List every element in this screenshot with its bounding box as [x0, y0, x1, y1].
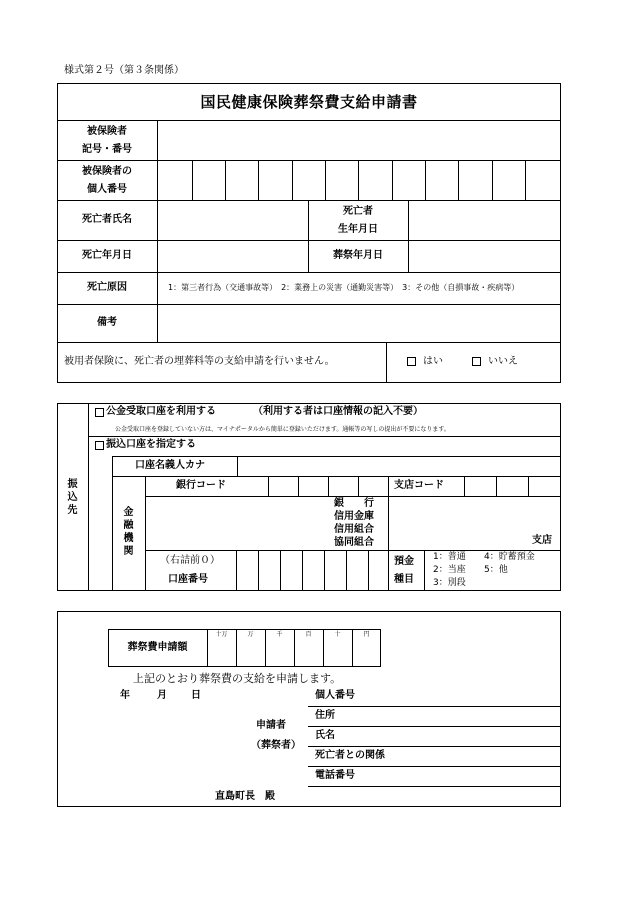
date-day-label: 日	[191, 690, 201, 701]
bank-type-label: 協同組合	[334, 537, 374, 548]
bank-code-field[interactable]	[269, 477, 387, 495]
no-checkbox[interactable]	[472, 357, 481, 366]
amount-field[interactable]	[208, 642, 380, 666]
applicant-name-label: 氏名	[315, 730, 335, 741]
rule	[88, 403, 89, 591]
rule	[57, 342, 561, 343]
deceased-birth-field[interactable]	[409, 201, 560, 239]
account-holder-field[interactable]	[238, 457, 560, 475]
deposit-type-label: 預金	[394, 556, 414, 567]
application-statement: 上記のとおり葬祭費の支給を申請します。	[133, 672, 342, 685]
amount-label: 葬祭費申請額	[127, 642, 188, 653]
branch-code-field[interactable]	[465, 477, 560, 495]
deposit-type-label: 種目	[394, 574, 414, 585]
deposit-option[interactable]: 3：別段	[433, 578, 466, 588]
funeral-date-label: 葬祭年月日	[333, 250, 383, 261]
deposit-option[interactable]: 2：当座	[433, 565, 466, 575]
digit-unit-label: 万	[247, 631, 254, 638]
account-right-justify-note: （右詰前０）	[160, 555, 220, 566]
application-date-field[interactable]	[100, 688, 210, 704]
yes-checkbox[interactable]	[407, 357, 416, 366]
applicant-address-field[interactable]	[345, 708, 560, 725]
branch-code-label: 支店コード	[394, 480, 444, 491]
financial-institution-label: 関	[123, 546, 134, 557]
transfer-destination-label: 振	[67, 479, 78, 490]
applicant-personal-number-label: 個人番号	[315, 690, 355, 701]
deceased-birth-label: 死亡者	[343, 206, 373, 217]
bank-type-label: 銀 行	[334, 498, 374, 509]
rule	[308, 706, 561, 707]
personal-number-label: 個人番号	[87, 184, 127, 195]
public-account-checkbox[interactable]	[95, 408, 104, 417]
applicant-label: 申請者	[256, 720, 286, 731]
public-account-label: 公金受取口座を利用する	[106, 406, 216, 417]
cause-options[interactable]: 1：第三者行為（交通事故等） 2：業務上の災害（通勤災害等） 3：その他（自損事故・疾病等）	[168, 283, 520, 292]
death-date-field[interactable]	[158, 241, 307, 271]
no-label: いいえ	[488, 356, 518, 367]
designated-account-checkbox[interactable]	[95, 441, 104, 450]
rule	[57, 272, 561, 273]
rule	[88, 436, 561, 437]
account-number-label: 口座番号	[168, 574, 208, 585]
deceased-birth-label: 生年月日	[338, 224, 378, 235]
bank-type-label: 信用組合	[334, 524, 374, 535]
digit-unit-label: 百	[305, 631, 312, 638]
branch-suffix-label: 支店	[532, 535, 552, 546]
rule	[386, 342, 387, 383]
deposit-option[interactable]: 5：他	[484, 565, 508, 575]
applicant-phone-label: 電話番号	[315, 770, 355, 781]
deceased-name-label: 死亡者氏名	[82, 214, 132, 225]
employee-insurance-question: 被用者保険に、死亡者の埋葬料等の支給申請を行いません。	[64, 356, 335, 367]
deceased-name-field[interactable]	[158, 201, 307, 239]
applicant-name-field[interactable]	[345, 728, 560, 745]
funeral-date-field[interactable]	[409, 241, 560, 271]
applicant-personal-number-field[interactable]	[380, 688, 560, 705]
public-account-small-note: 公金受取口座を登録していない方は、マイナポータルから簡単に登録いただけます。通帳等の写しの提出が不要になります。	[115, 426, 450, 433]
insured-number-label: 被保険者	[87, 126, 127, 137]
applicant-address-label: 住所	[315, 710, 335, 721]
rule	[308, 726, 561, 727]
remarks-label: 備考	[97, 317, 117, 328]
transfer-destination-label: 込	[67, 492, 78, 503]
personal-number-label: 被保険者の	[82, 166, 132, 177]
branch-name-field[interactable]	[389, 497, 529, 549]
form-title: 国民健康保険葬祭費支給申請書	[200, 93, 418, 111]
deposit-option[interactable]: 1：普通	[433, 552, 466, 562]
transfer-destination-label: 先	[67, 505, 78, 516]
form-number: 様式第２号（第３条関係）	[64, 65, 184, 76]
personal-number-field[interactable]	[158, 161, 560, 199]
remarks-field[interactable]	[158, 305, 560, 341]
applicant-label: （葬祭者）	[251, 740, 301, 751]
date-month-label: 月	[157, 690, 167, 701]
rule	[308, 766, 561, 767]
account-holder-label: 口座名義人カナ	[135, 460, 205, 471]
bank-code-label: 銀行コード	[176, 480, 226, 491]
digit-unit-label: 十万	[215, 631, 228, 638]
bank-type-label: 信用金庫	[334, 511, 374, 522]
financial-institution-label: 機	[123, 533, 134, 544]
insured-number-field[interactable]	[158, 121, 560, 159]
digit-unit-label: 千	[276, 631, 283, 638]
account-number-field[interactable]	[237, 551, 387, 590]
bank-name-field[interactable]	[146, 497, 326, 549]
applicant-relation-label: 死亡者との関係	[315, 750, 385, 761]
digit-unit-label: 十	[334, 631, 341, 638]
designated-account-label: 振込口座を指定する	[106, 439, 196, 450]
insured-number-label: 記号・番号	[82, 144, 132, 155]
rule	[308, 786, 561, 787]
rule	[424, 550, 425, 591]
date-year-label: 年	[120, 690, 130, 701]
addressee: 直島町長 殿	[215, 791, 275, 802]
public-account-note: （利用する者は口座情報の記入不要）	[253, 406, 423, 417]
death-date-label: 死亡年月日	[82, 250, 132, 261]
applicant-phone-field[interactable]	[380, 768, 560, 785]
yes-label: はい	[423, 356, 443, 367]
cause-label: 死亡原因	[87, 282, 127, 293]
applicant-relation-field[interactable]	[410, 748, 560, 765]
rule	[308, 746, 561, 747]
deposit-option[interactable]: 4：貯蓄預金	[484, 552, 535, 562]
digit-unit-label: 円	[363, 631, 370, 638]
financial-institution-label: 金	[123, 507, 134, 518]
financial-institution-label: 融	[123, 520, 134, 531]
